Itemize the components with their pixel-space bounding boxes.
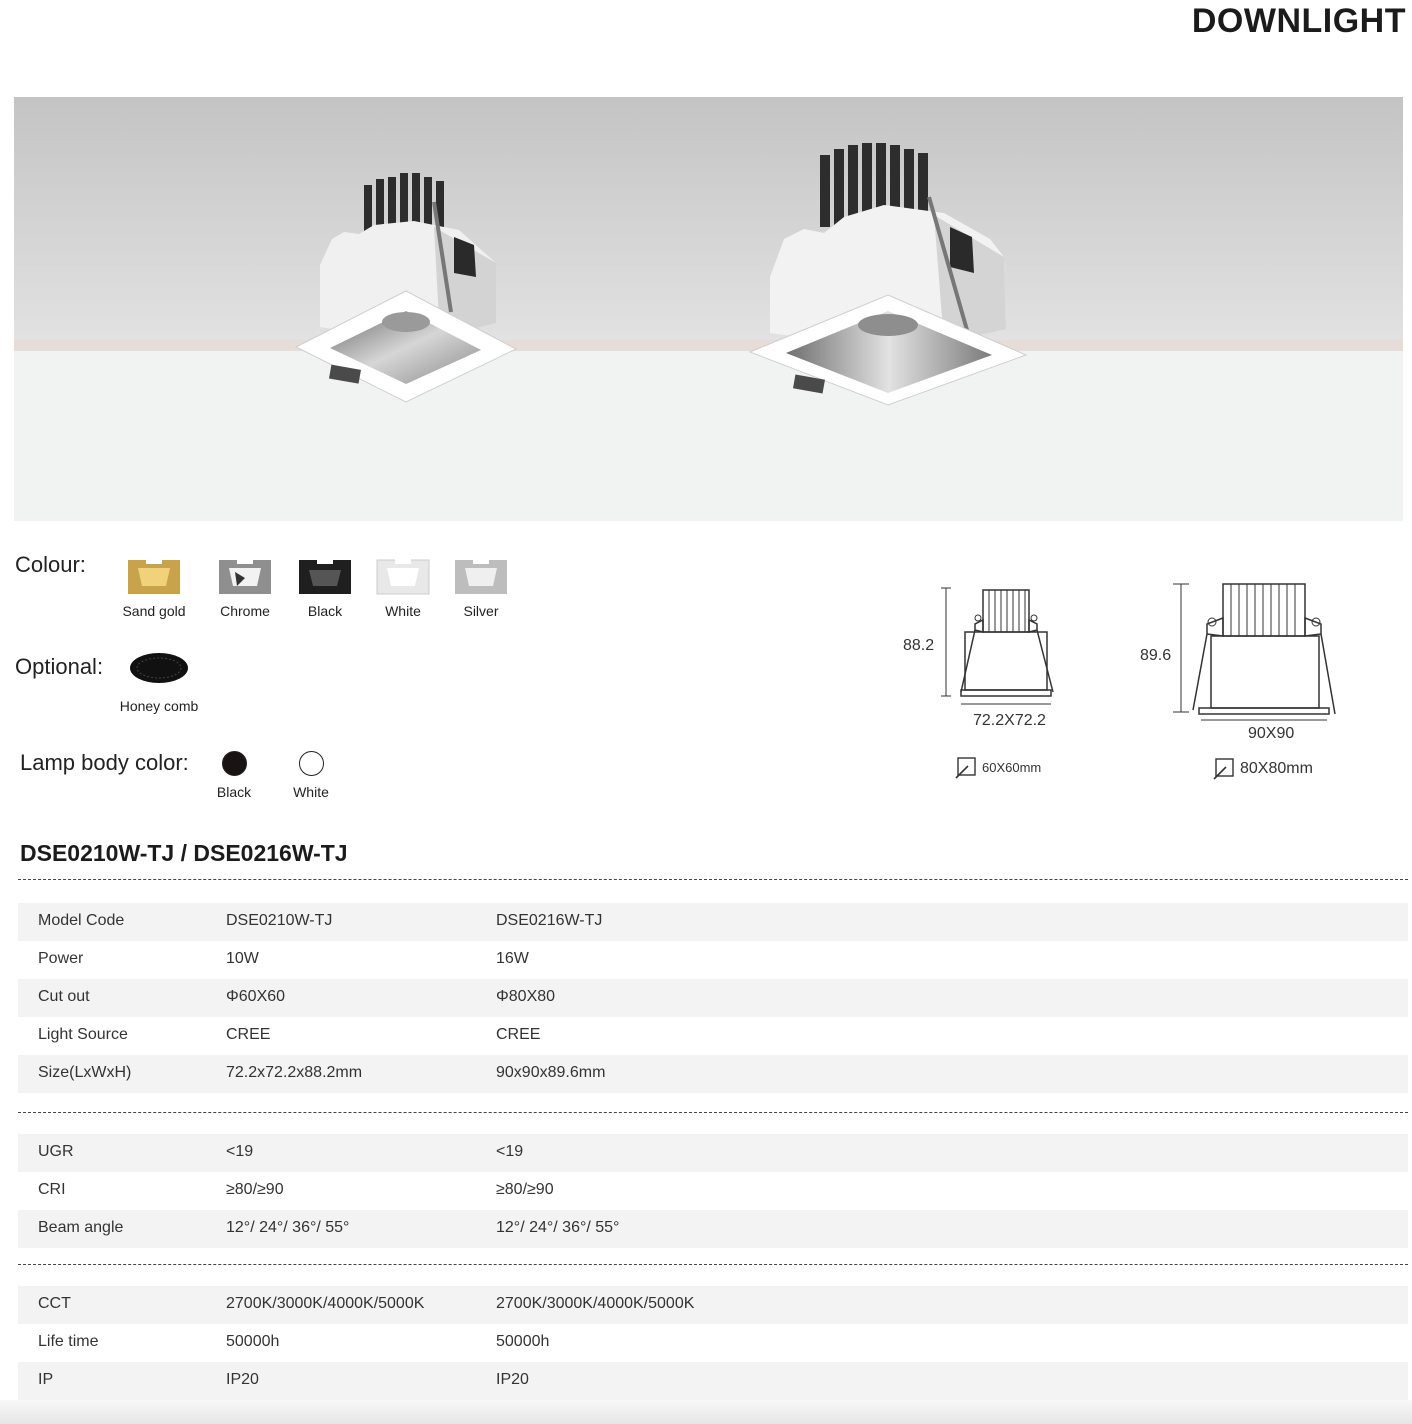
optional-honeycomb	[109, 650, 209, 714]
drawing-height-label: 88.2	[903, 637, 935, 654]
spec-value-a: 72.2x72.2x88.2mm	[226, 1064, 363, 1081]
drawing-size-label: 90X90	[1248, 725, 1295, 742]
divider	[18, 1112, 1408, 1113]
spec-row-model-code	[18, 903, 1408, 941]
spec-value-a: Φ60X60	[226, 988, 286, 1005]
spec-value-b: 50000h	[496, 1333, 550, 1350]
cutout-icon	[1213, 758, 1235, 785]
trim-swatch-icon	[215, 556, 275, 598]
lamp-body-color-label: Lamp body color:	[20, 750, 189, 775]
spec-label: Cut out	[38, 988, 90, 1005]
spec-value-b: Φ80X80	[496, 988, 556, 1005]
optional-label-text: Honey comb	[119, 698, 199, 714]
drawing-size-label: 72.2X72.2	[973, 712, 1046, 729]
colour-option-black	[285, 556, 365, 619]
spec-value-a: IP20	[226, 1371, 259, 1388]
spec-value-a: 12°/ 24°/ 36°/ 55°	[226, 1219, 350, 1236]
spec-row-size	[18, 1055, 1408, 1093]
spec-label: CRI	[38, 1181, 66, 1198]
drawing-height-label: 89.6	[1140, 647, 1172, 664]
spec-value-b: <19	[496, 1143, 524, 1160]
spec-label: Model Code	[38, 912, 125, 929]
lamp-body-option-black	[204, 751, 264, 800]
spec-value-b: IP20	[496, 1371, 529, 1388]
spec-value-a: 2700K/3000K/4000K/5000K	[226, 1295, 425, 1312]
spec-value-b: 90x90x89.6mm	[496, 1064, 606, 1081]
cutout-icon	[955, 757, 977, 784]
colour-option-sand-gold	[114, 556, 194, 619]
spec-row-cri	[18, 1172, 1408, 1210]
spec-value-a: CREE	[226, 1026, 271, 1043]
colour-option-label: White	[385, 603, 421, 619]
technical-drawing-large	[1165, 578, 1345, 728]
spec-value-b: ≥80/≥90	[496, 1181, 554, 1198]
colour-option-label: Sand gold	[122, 603, 186, 619]
spec-label: Beam angle	[38, 1219, 124, 1236]
drawing-cutout-label: 80X80mm	[1240, 760, 1313, 777]
spec-label: Size(LxWxH)	[38, 1064, 132, 1081]
spec-value-b: DSE0216W-TJ	[496, 912, 603, 929]
spec-value-a: 10W	[226, 950, 259, 967]
spec-label: Power	[38, 950, 84, 967]
spec-label: IP	[38, 1371, 54, 1388]
honeycomb-icon	[128, 650, 190, 686]
spec-label: UGR	[38, 1143, 74, 1160]
divider	[18, 879, 1408, 880]
spec-row-beam-angle	[18, 1210, 1408, 1248]
spec-row-life-time	[18, 1324, 1408, 1362]
trim-swatch-icon	[373, 556, 433, 598]
colour-option-label: Chrome	[220, 603, 270, 619]
spec-row-cut-out	[18, 979, 1408, 1017]
colour-option-chrome	[205, 556, 285, 619]
colour-label: Colour:	[15, 552, 86, 577]
model-title: DSE0210W-TJ / DSE0216W-TJ	[20, 840, 348, 866]
spec-label: CCT	[38, 1295, 71, 1312]
technical-drawing-small	[935, 580, 1070, 715]
spec-value-b: 16W	[496, 950, 529, 967]
spec-value-a: <19	[226, 1143, 254, 1160]
color-dot-icon	[222, 751, 247, 776]
spec-row-ip	[18, 1362, 1408, 1400]
spec-row-light-source	[18, 1017, 1408, 1055]
spec-value-b: CREE	[496, 1026, 541, 1043]
color-dot-icon	[299, 751, 324, 776]
trim-swatch-icon	[451, 556, 511, 598]
colour-option-silver	[441, 556, 521, 619]
divider	[18, 1264, 1408, 1265]
spec-value-a: ≥80/≥90	[226, 1181, 284, 1198]
trim-swatch-icon	[295, 556, 355, 598]
trim-swatch-icon	[124, 556, 184, 598]
spec-label: Life time	[38, 1333, 99, 1350]
optional-label: Optional:	[15, 654, 104, 679]
spec-value-b: 2700K/3000K/4000K/5000K	[496, 1295, 695, 1312]
spec-row-cct	[18, 1286, 1408, 1324]
spec-value-b: 12°/ 24°/ 36°/ 55°	[496, 1219, 620, 1236]
drawing-cutout-label: 60X60mm	[982, 760, 1042, 775]
spec-row-ugr	[18, 1134, 1408, 1172]
spec-value-a: 50000h	[226, 1333, 280, 1350]
spec-value-a: DSE0210W-TJ	[226, 912, 333, 929]
page-bottom-edge	[0, 1400, 1412, 1424]
spec-label: Light Source	[38, 1026, 128, 1043]
spec-row-power	[18, 941, 1408, 979]
lamp-body-option-white	[281, 751, 341, 800]
lamp-body-option-label: White	[293, 784, 329, 800]
page-title: DOWNLIGHT	[1191, 2, 1406, 40]
colour-option-label: Silver	[463, 603, 499, 619]
product-hero-image	[14, 97, 1403, 521]
colour-option-label: Black	[307, 603, 343, 619]
lamp-body-option-label: Black	[216, 784, 252, 800]
colour-option-white	[363, 556, 443, 619]
